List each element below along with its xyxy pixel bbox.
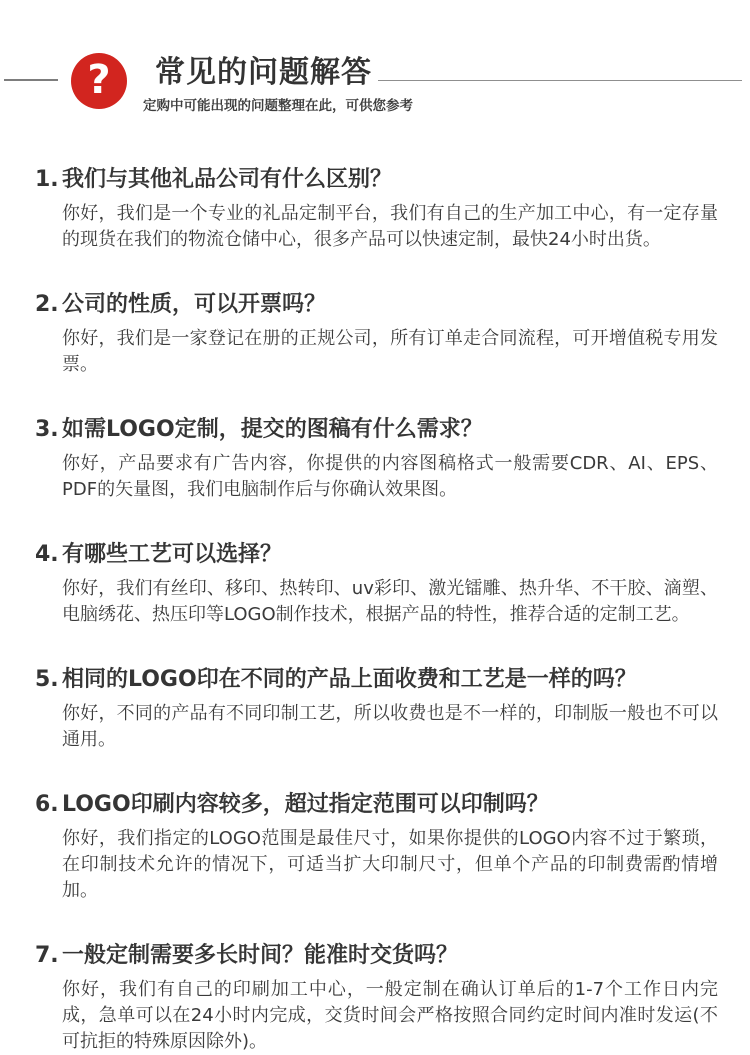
- faq-answer: 你好，我们是一家登记在册的正规公司，所有订单走合同流程，可开增值税专用发票。: [62, 328, 718, 375]
- question-text: 公司的性质，可以开票吗？: [62, 292, 327, 317]
- faq-answer: 你好，我们有自己的印刷加工中心，一般定制在确认订单后的1-7个工作日内完成，急单可以在24小时内完成，交货时间会严格按照合同约定时间内准时发运(不可抗拒的特殊原因除外)。: [62, 979, 718, 1052]
- faq-item-1: [35, 166, 718, 253]
- faq-item-6: [35, 791, 718, 904]
- faq-item-2: [35, 291, 718, 378]
- question-number: 5.: [35, 667, 59, 692]
- right-divider-line: [378, 80, 742, 81]
- question-text: 一般定制需要多长时间？能准时交货吗？: [62, 943, 459, 968]
- faq-answer: 你好，不同的产品有不同印制工艺，所以收费也是不一样的，印制版一般也不可以通用。: [62, 703, 718, 750]
- question-text: 我们与其他礼品公司有什么区别？: [62, 167, 393, 192]
- question-text: 有哪些工艺可以选择？: [62, 542, 283, 567]
- question-text: LOGO印刷内容较多，超过指定范围可以印制吗？: [62, 792, 549, 817]
- faq-question: [35, 166, 718, 194]
- faq-question: [35, 791, 718, 819]
- faq-question: [35, 666, 718, 694]
- question-number: 2.: [35, 292, 59, 317]
- faq-answer: 你好，我们有丝印、移印、热转印、uv彩印、激光镭雕、热升华、不干胶、滴塑、电脑绣花、热压印等LOGO制作技术，根据产品的特性，推荐合适的定制工艺。: [62, 578, 718, 625]
- question-text: 如需LOGO定制，提交的图稿有什么需求？: [62, 417, 483, 442]
- question-number: 1.: [35, 167, 59, 192]
- faq-question: [35, 942, 718, 970]
- faq-item-4: [35, 541, 718, 628]
- faq-list: [0, 130, 750, 1055]
- faq-item-5: [35, 666, 718, 753]
- faq-answer: 你好，产品要求有广告内容，你提供的内容图稿格式一般需要CDR、AI、EPS、PDF的矢量图，我们电脑制作后与你确认效果图。: [62, 453, 718, 500]
- question-number: 3.: [35, 417, 59, 442]
- faq-question: [35, 291, 718, 319]
- faq-question: [35, 541, 718, 569]
- faq-header: [0, 0, 750, 130]
- faq-answer: 你好，我们是一个专业的礼品定制平台，我们有自己的生产加工中心，有一定存量的现货在我们的物流仓储中心，很多产品可以快速定制，最快24小时出货。: [62, 203, 718, 250]
- question-mark-glyph: ?: [87, 57, 111, 103]
- left-divider-line: [4, 79, 58, 81]
- question-text: 相同的LOGO印在不同的产品上面收费和工艺是一样的吗？: [62, 667, 637, 692]
- question-mark-icon: [71, 53, 127, 109]
- faq-item-3: [35, 416, 718, 503]
- faq-item-7: [35, 942, 718, 1055]
- question-number: 7.: [35, 943, 59, 968]
- question-number: 4.: [35, 542, 59, 567]
- faq-question: [35, 416, 718, 444]
- question-number: 6.: [35, 792, 59, 817]
- page-subtitle: 定购中可能出现的问题整理在此，可供您参考: [143, 98, 413, 114]
- page-title: 常见的问题解答: [155, 55, 372, 90]
- faq-answer: 你好，我们指定的LOGO范围是最佳尺寸，如果你提供的LOGO内容不过于繁琐，在印制技术允许的情况下，可适当扩大印制尺寸，但单个产品的印制费需酌情增加。: [62, 828, 718, 901]
- header-text: [143, 55, 413, 114]
